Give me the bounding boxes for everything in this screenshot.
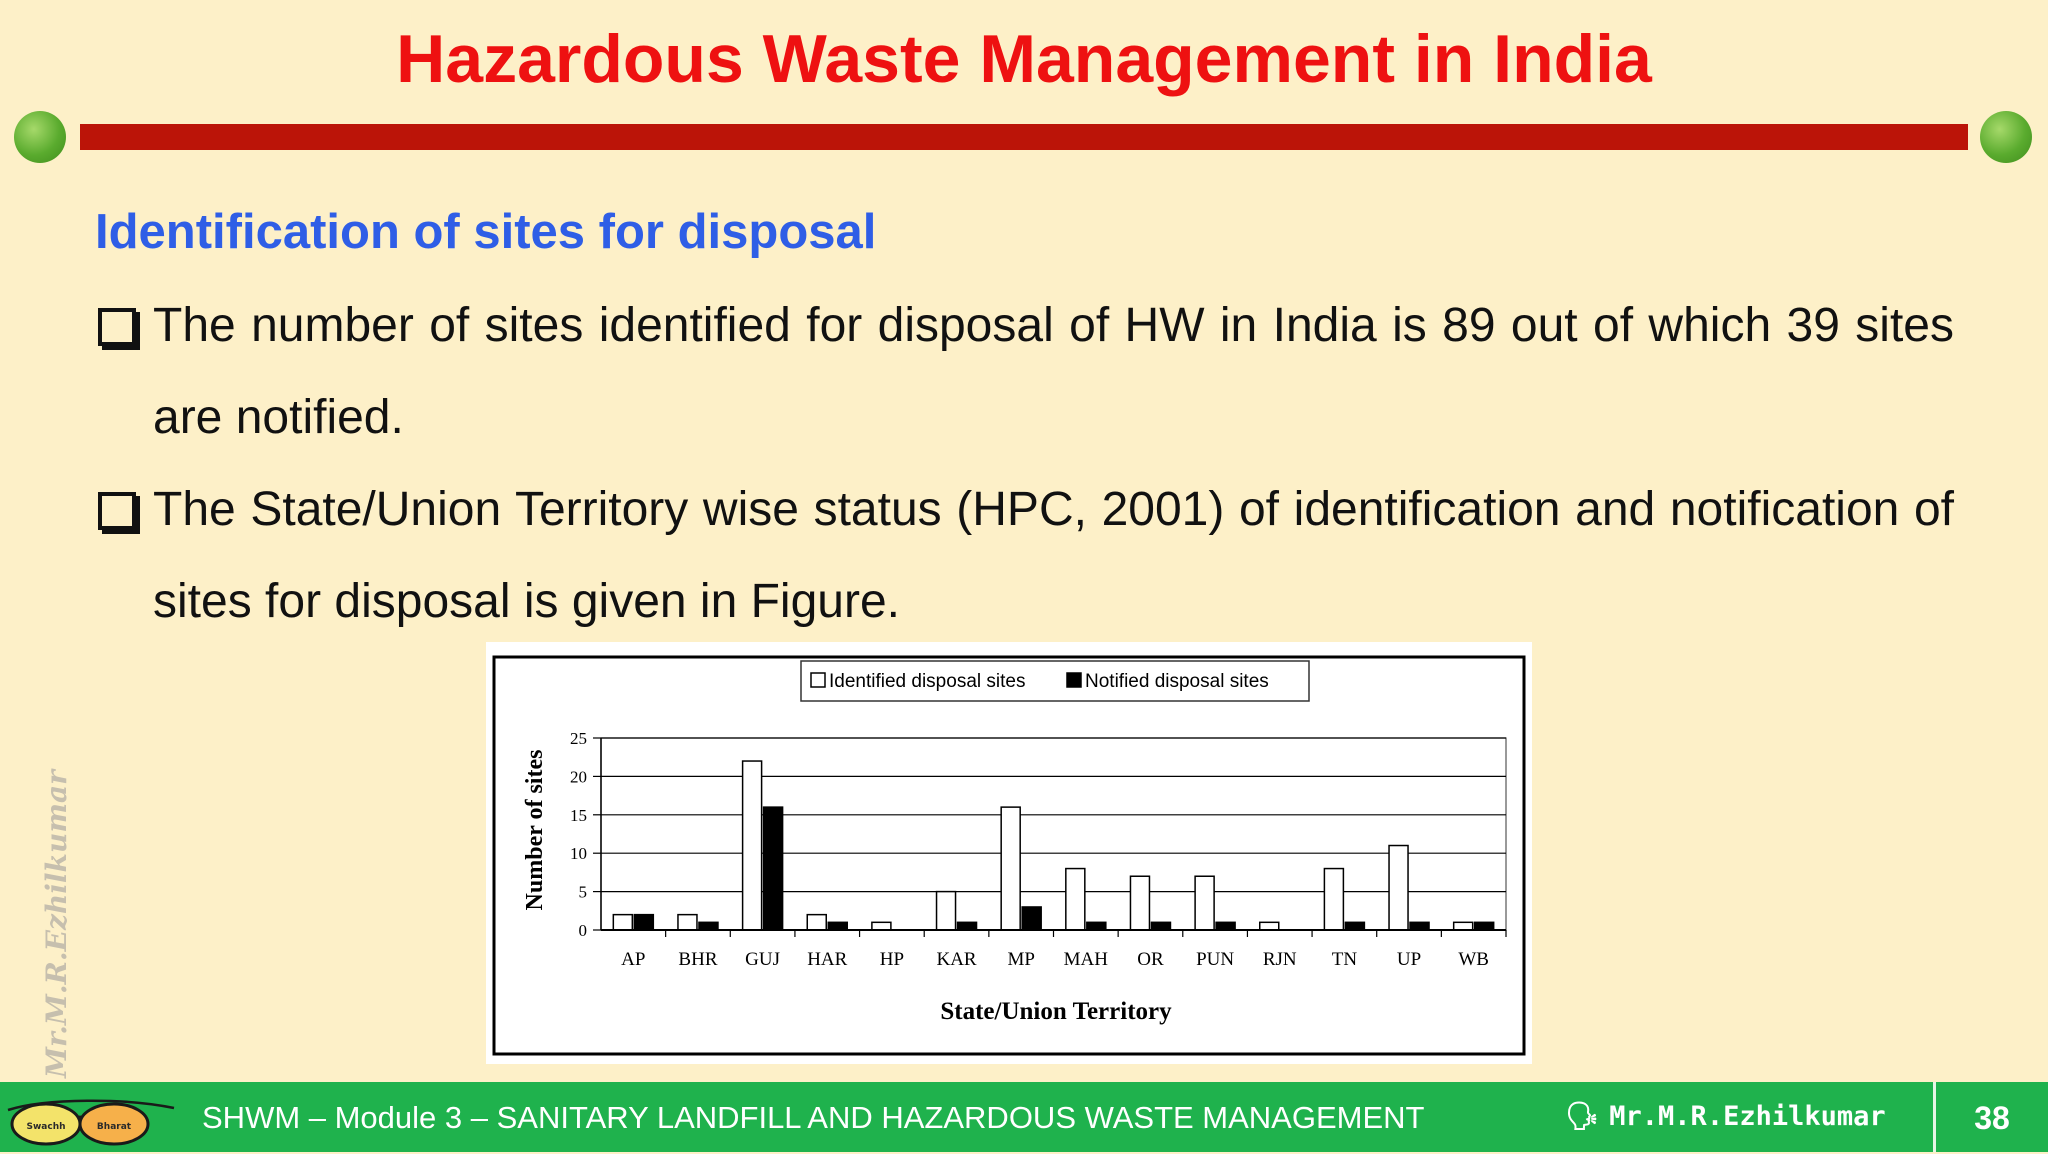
x-tick-label: GUJ: [745, 949, 781, 970]
y-tick-label: 25: [570, 729, 587, 748]
green-dot-left-icon: [14, 111, 66, 163]
x-tick-label: UP: [1396, 949, 1422, 970]
bar-notified-or: [1151, 922, 1170, 930]
chart-figure: [486, 642, 1532, 1064]
green-dot-right-icon: [1980, 111, 2032, 163]
speaker-head-icon: 🗣: [1565, 1101, 1600, 1132]
y-axis-label: Number of sites: [522, 749, 548, 911]
x-tick-label: MAH: [1063, 949, 1108, 970]
x-tick-label: WB: [1458, 949, 1489, 970]
bar-identified-bhr: [678, 915, 697, 930]
x-tick-label: RJN: [1262, 949, 1297, 970]
footer-author: [1565, 1098, 1886, 1136]
bar-notified-ap: [634, 915, 653, 930]
bar-identified-up: [1389, 846, 1408, 930]
bar-notified-pun: [1216, 922, 1235, 930]
bar-notified-guj: [764, 807, 783, 930]
bar-identified-wb: [1454, 922, 1473, 930]
legend-swatch-notified: [1067, 673, 1081, 687]
bullet-1-text: The number of sites identified for disposal of HW in India is 89 out of which 39 sites are notified.: [153, 299, 1954, 444]
legend-swatch-identified: [811, 673, 825, 687]
y-tick-label: 20: [570, 767, 587, 787]
logo-text-right: Bharat: [96, 1122, 132, 1132]
bullet-2-text: The State/Union Territory wise status (HPC, 2001) of identification and notification of sites for disposal is given in Figure.: [153, 483, 1954, 628]
bar-identified-mah: [1066, 869, 1085, 930]
swachh-bharat-glasses-logo-icon: [6, 1090, 178, 1148]
legend-label-notified: Notified disposal sites: [1085, 671, 1269, 692]
y-tick-label: 0: [578, 921, 587, 940]
footer-author-name: Mr.M.R.Ezhilkumar: [1609, 1101, 1886, 1132]
bar-notified-tn: [1345, 922, 1364, 930]
bar-identified-or: [1130, 876, 1149, 930]
bar-notified-mah: [1087, 922, 1106, 930]
bar-identified-kar: [937, 892, 956, 930]
x-axis-label: State/Union Territory: [940, 998, 1172, 1025]
y-tick-label: 10: [570, 844, 587, 864]
bullet-1: [98, 280, 1954, 464]
x-tick-label: HAR: [807, 949, 848, 970]
page-number: 38: [1974, 1100, 2010, 1136]
x-tick-label: MP: [1007, 949, 1035, 970]
bar-notified-wb: [1475, 922, 1494, 930]
logo-text-left: Swachh: [26, 1122, 66, 1132]
bar-identified-har: [807, 915, 826, 930]
bar-notified-kar: [958, 922, 977, 930]
bar-notified-up: [1410, 922, 1429, 930]
title-divider: [80, 124, 1968, 150]
slide-title: Hazardous Waste Management in India: [396, 21, 1652, 97]
legend-label-identified: Identified disposal sites: [829, 671, 1026, 692]
bullet-2: [98, 464, 1954, 648]
watermark-author: Mr.M.R.Ezhilkumar: [40, 770, 73, 1078]
bar-notified-har: [828, 922, 847, 930]
x-tick-label: TN: [1331, 949, 1358, 970]
y-tick-label: 15: [570, 805, 587, 825]
bar-identified-mp: [1001, 807, 1020, 930]
disposal-sites-bar-chart: [486, 642, 1532, 1064]
footer-module-title: SHWM – Module 3 – SANITARY LANDFILL AND HAZARDOUS WASTE MANAGEMENT: [202, 1100, 1425, 1135]
checkbox-bullet-icon: [98, 492, 136, 530]
bar-identified-pun: [1195, 876, 1214, 930]
x-tick-label: BHR: [678, 949, 718, 970]
y-tick-label: 5: [578, 882, 587, 902]
x-tick-label: OR: [1137, 949, 1164, 970]
section-heading: Identification of sites for disposal: [95, 205, 877, 259]
x-tick-label: HP: [879, 949, 905, 970]
bar-identified-guj: [743, 761, 762, 930]
footer-bar: [0, 1082, 2048, 1152]
x-tick-label: AP: [621, 949, 646, 970]
x-tick-label: PUN: [1196, 949, 1235, 970]
x-tick-label: KAR: [936, 949, 977, 970]
bar-identified-rjn: [1260, 922, 1279, 930]
bar-notified-bhr: [699, 922, 718, 930]
bar-identified-hp: [872, 922, 891, 930]
checkbox-bullet-icon: [98, 308, 136, 346]
chart-legend: [801, 661, 1309, 701]
bar-notified-mp: [1022, 907, 1041, 930]
bar-identified-ap: [613, 915, 632, 930]
bar-identified-tn: [1324, 869, 1343, 930]
